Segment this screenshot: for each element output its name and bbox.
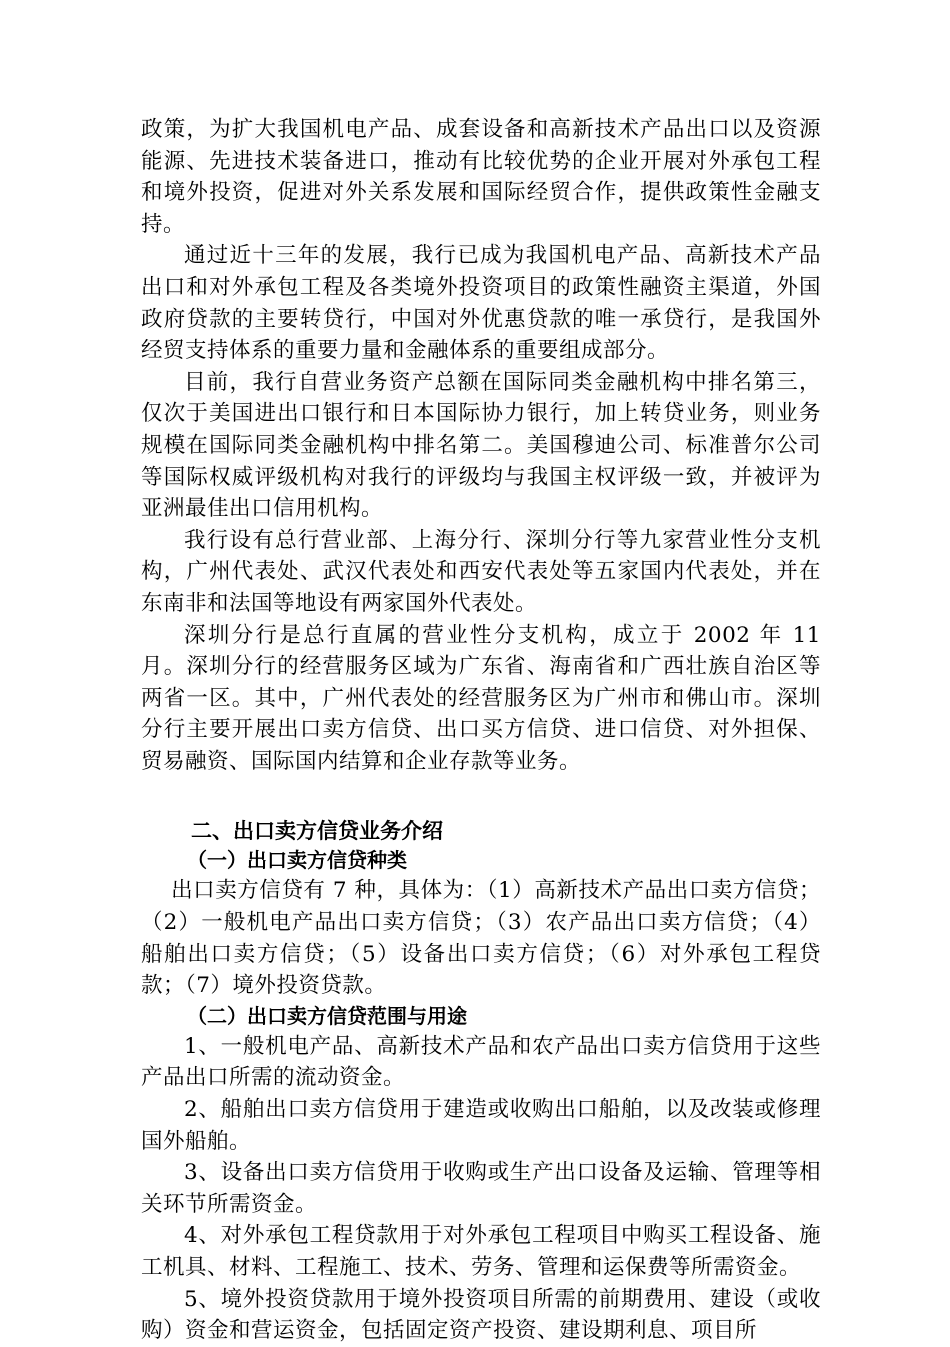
intro-paragraph-1: 政策，为扩大我国机电产品、成套设备和高新技术产品出口以及资源能源、先进技术装备进口，推动有比较优势的企业开展对外承包工程和境外投资，促进对外关系发展和国际经贸合作，提供政策性金融支持。 — [141, 117, 821, 237]
list-item: 4、对外承包工程贷款用于对外承包工程项目中购买工程设备、施工机具、材料、工程施工、技术、劳务、管理和运保费等所需资金。 — [141, 1223, 821, 1280]
list-item: 1、一般机电产品、高新技术产品和农产品出口卖方信贷用于这些产品出口所需的流动资金。 — [141, 1033, 821, 1091]
intro-paragraph-5: 深圳分行是总行直属的营业性分支机构，成立于 2002 年 11 月。深圳分行的经营服务区域为广东省、海南省和广西壮族自治区等两省一区。其中，广州代表处的经营服务区为广州市和佛山市。深圳分行主要开展出口卖方信贷、出口买方信贷、进口信贷、对外担保、贸易融资、国际国内结算和企业存款等业务。 — [141, 622, 821, 774]
list-item: 3、设备出口卖方信贷用于收购或生产出口设备及运输、管理等相关环节所需资金。 — [141, 1160, 821, 1217]
subsection-one-text: 出口卖方信贷有 7 种，具体为：（1）高新技术产品出口卖方信贷；（2）一般机电产品出口卖方信贷；（3）农产品出口卖方信贷；（4）船舶出口卖方信贷；（5）设备出口卖方信贷；（6）对外承包工程贷款；（7）境外投资贷款。 — [141, 878, 821, 999]
document-page — [141, 114, 821, 1347]
intro-paragraph-4: 我行设有总行营业部、上海分行、深圳分行等九家营业性分支机构，广州代表处、武汉代表处和西安代表处等五家国内代表处，并在东南非和法国等地设有两家国外代表处。 — [141, 527, 821, 616]
section-gap — [141, 777, 821, 817]
subsection-one-heading: （一）出口卖方信贷种类 — [187, 848, 407, 873]
list-item: 5、境外投资贷款用于境外投资项目所需的前期费用、建设（或收购）资金和营运资金，包括固定资产投资、建设期利息、项目所 — [141, 1286, 821, 1344]
subsection-two-heading: （二）出口卖方信贷范围与用途 — [187, 1003, 467, 1028]
list-item: 2、船舶出口卖方信贷用于建造或收购出口船舶，以及改装或修理国外船舶。 — [141, 1097, 821, 1154]
intro-paragraph-3: 目前，我行自营业务资产总额在国际同类金融机构中排名第三，仅次于美国进出口银行和日本国际协力银行，加上转贷业务，则业务规模在国际同类金融机构中排名第二。美国穆迪公司、标准普尔公司等国际权威评级机构对我行的评级均与我国主权评级一致，并被评为亚洲最佳出口信用机构。 — [141, 369, 821, 522]
intro-paragraph-2: 通过近十三年的发展，我行已成为我国机电产品、高新技术产品出口和对外承包工程及各类境外投资项目的政策性融资主渠道，外国政府贷款的主要转贷行，中国对外优惠贷款的唯一承贷行，是我国外经贸支持体系的重要力量和金融体系的重要组成部分。 — [141, 243, 821, 364]
section-two-heading: 二、出口卖方信贷业务介绍 — [191, 819, 443, 844]
